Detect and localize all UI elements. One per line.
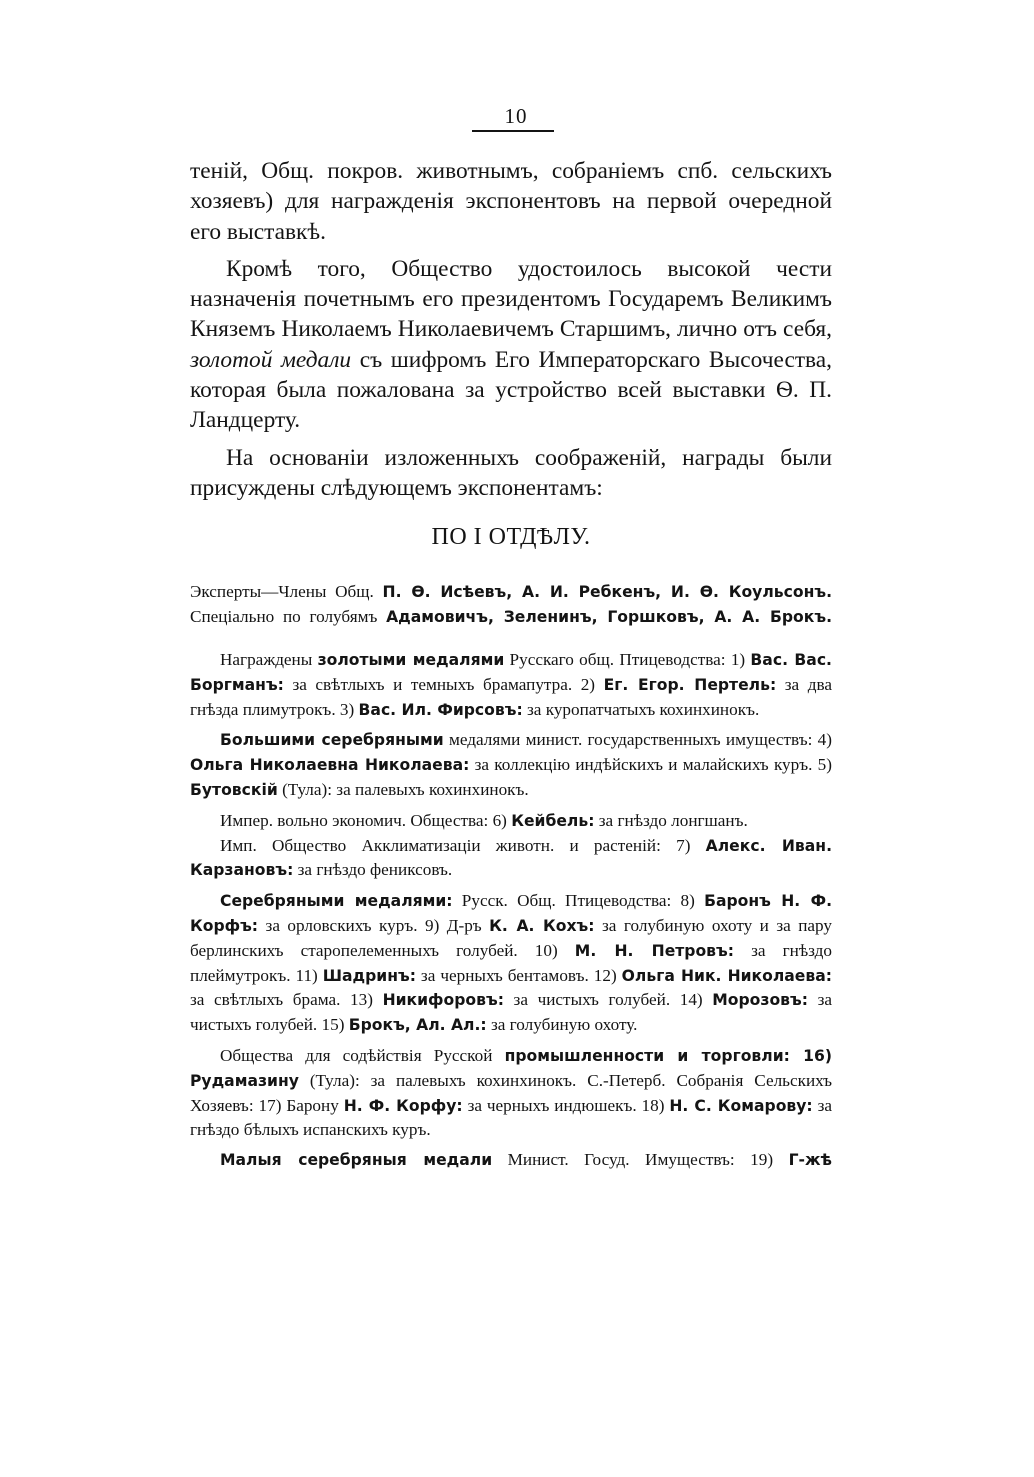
paragraph-continuation: теній, Общ. покров. животнымъ, собраніемъ спб. сельскихъ хозяевъ) для награжденія экспонентовъ на первой очередной его выставкѣ. [190,158,832,245]
bold-span: Ольга Николаевна Николаева: [190,756,470,775]
text-span: за свѣтлыхъ брама. 13) [190,990,383,1010]
paragraph-awards-intro: На основаніи изложенныхъ соображеній, награды были присуждены слѣдующемъ экспонентамъ: [190,444,832,501]
text-span: за куропатчатыхъ кохинхинокъ. [522,699,760,719]
award-paragraph [190,728,832,802]
bold-span: Н. Ф. Корфу: [343,1096,463,1115]
text-span: за голубиную охоту. [486,1015,638,1035]
bold-span: Шадринъ: [322,966,416,985]
award-paragraph [190,648,832,722]
bold-span: М. Н. Петровъ: [574,941,735,960]
bold-span: Н. С. Комарову: [669,1096,813,1115]
award-paragraph [190,809,832,834]
bold-span: Никифоровъ: [382,991,504,1010]
italic-phrase: золотой медали [190,346,352,373]
main-text [190,156,832,510]
experts-block [190,580,832,630]
text-span: Имп. Общество Акклиматизаціи животн. и растеній: 7) [220,835,706,855]
text-span: за коллекцію индѣйскихъ и малайскихъ куръ. 5) [469,755,832,775]
bold-span: Вас. Вас. Боргманъ: [190,651,832,694]
text-span: Русск. Общ. Птицеводства: 8) [452,891,705,911]
paragraph-grand-duke-medal [190,254,832,436]
award-paragraph [190,834,832,884]
bold-span: Кейбель: [511,811,595,830]
text-span: за черныхъ бентамовъ. 12) [415,965,622,985]
text-span: Спеціально по голубямъ [190,606,387,626]
text-span: за гнѣздо фениксовъ. [293,860,453,880]
bold-span: Баронъ Н. Ф. Корфъ: [190,892,832,935]
text-span: за чистыхъ голубей. 14) [503,990,713,1010]
text-span: за два гнѣзда плимутрокъ. 3) [190,674,832,719]
bold-span: Г-жѣ [788,1151,832,1170]
bold-names: Адамовичъ, Зеленинъ, Горшковъ, А. А. Брокъ. [386,607,832,626]
section-heading: ПО I ОТДѢЛУ. [431,524,591,550]
text-span: за голубиную охоту и за пару берлинскихъ старопелеменныхъ голубей. 10) [190,915,832,960]
text-span: за гнѣздо плеймутрокъ. 11) [190,940,832,985]
text-span: Общества для содѣйствія Русской [220,1045,505,1065]
text-span: (Тула): за палевыхъ кохинхинокъ. С.-Петерб. Собранія Сельскихъ Хозяевъ: 17) Барону [190,1070,832,1115]
text-span: за гнѣздо бѣлыхъ испанскихъ куръ. [190,1095,833,1140]
bold-span: Алекс. Иван. Карзановъ: [190,836,832,880]
page-number: 10 [504,104,528,128]
bold-span: Брокъ, Ал. Ал.: [348,1016,487,1035]
text-span: Награждены [220,650,318,669]
text-span: за чистыхъ голубей. 15) [190,990,833,1035]
text-span: Эксперты—Члены Общ. [190,582,383,601]
text-span: (Тула): за палевыхъ кохинхинокъ. [277,779,529,799]
text-span: за гнѣздо лонгшанъ. [594,810,748,830]
bold-span: Ольга Ник. Николаева: [621,966,832,985]
award-paragraph [190,889,832,1038]
bold-span: Морозовъ: [712,991,808,1010]
bold-names: П. Ѳ. Исѣевъ, А. И. Ребкенъ, И. Ѳ. Коульсонъ. [382,583,832,601]
bold-span: Вас. Ил. Фирсовъ: [358,700,523,719]
bold-span: золотыми медалями [317,651,505,669]
bold-span: Бутовскій [190,780,278,799]
experts-line [190,580,832,605]
experts-line [190,605,832,630]
bold-span: К. А. Кохъ: [489,916,595,935]
text-span: Импер. вольно экономич. Общества: 6) [220,810,512,830]
bold-span: Ег. Егор. Пертель: [603,675,777,694]
text-span: за орловскихъ куръ. 9) Д-ръ [258,915,490,935]
text-span: Русскаго общ. Птицеводства: 1) [504,650,751,669]
text-span: Кромѣ того, Общество удостоилось высокой чести назначенія почетнымъ его президентомъ Государемъ Великимъ Княземъ Николаемъ Николаевичемъ Старшимъ, лично отъ себя, [190,255,832,343]
page-number-rule [472,130,554,132]
text-span: за свѣтлыхъ и темныхъ брамапутра. 2) [283,674,604,694]
text-span: медалями минист. государственныхъ имуществъ: 4) [443,730,832,750]
bold-span: Малыя серебряныя медали [220,1151,493,1170]
text-span: Минист. Госуд. Имуществъ: 19) [492,1150,789,1170]
bold-span: Большими серебряными [220,731,444,750]
bold-span: Серебряными медалями: [220,892,453,911]
text-span: за черныхъ индюшекъ. 18) [462,1095,670,1115]
awards-list [190,648,832,1179]
award-paragraph [190,1044,832,1142]
text-span: съ шифромъ Его Императорскаго Высочества, которая была пожалована за устройство всей выставки Ѳ. П. Ландцерту. [190,346,833,434]
award-paragraph [190,1148,832,1173]
bold-span: промышленности и торговли: 16) Рудамазину [190,1046,832,1090]
